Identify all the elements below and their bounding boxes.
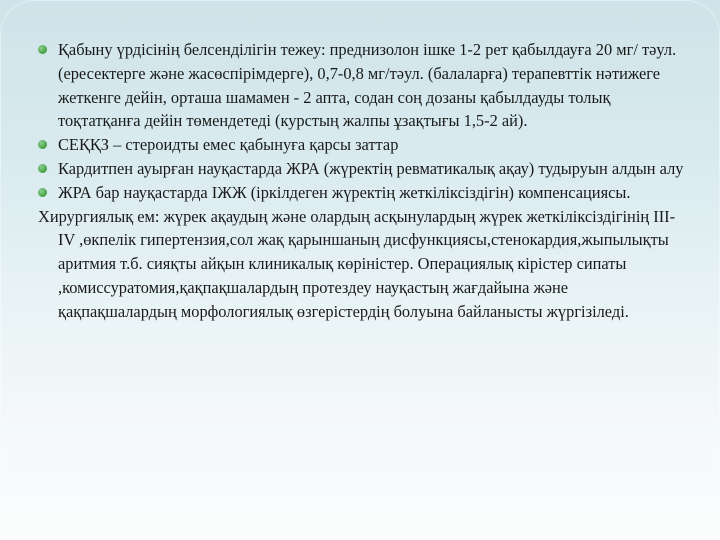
slide-content	[38, 38, 688, 324]
bullet-item-compensation	[38, 181, 688, 205]
bullet-item-prednisolone	[38, 38, 688, 133]
bullet-item-prevention	[38, 157, 688, 181]
green-bullet-icon	[38, 140, 47, 149]
green-bullet-icon	[38, 164, 47, 173]
surgical-treatment-paragraph	[38, 205, 688, 324]
bullet-text: ЖРА бар науқастарда ІЖЖ (іркілдеген жүректің жеткіліксіздігін) компенсациясы.	[58, 182, 631, 202]
green-bullet-icon	[38, 45, 47, 54]
bullet-text: Қабыну үрдісінің белсенділігін тежеу: преднизолон ішке 1-2 рет қабылдауға 20 мг/ тәул. (ересектерге және жасөспірімдерге), 0,7-0,8 мг/тәул. (балаларға) терапевттік нәтижеге жеткенге дейін, орташа шамамен - 2 апта, содан соң дозаны қабылдауды толық тоқтатқанға дейін төмендетеді (курстың жалпы ұзақтығы 1,5-2 ай).	[58, 40, 677, 131]
bullet-text: СЕҚҚЗ – стероидты емес қабынуға қарсы заттар	[58, 135, 399, 155]
paragraph-text: Хирургиялық ем: жүрек ақаудың және олардың асқынулардың жүрек жеткіліксіздігінің III-IV ,өкпелік гипертензия,сол жақ қарыншаның дисфункциясы,стенокардия,жыпылықты аритмия т.б. сияқты айқын клиникалық көріністер. Операциялық кірістер сипаты ,комиссуратомия,қақпақшалардың протездеу науқастың жағдайына және қақпақшалардың морфологиялық өзгерістердің болуына байланысты жүргізіледі.	[38, 206, 676, 321]
green-bullet-icon	[38, 188, 47, 197]
bullet-text: Кардитпен ауырған науқастарда ЖРА (жүректің ревматикалық ақау) тудыруын алдын алу	[58, 158, 684, 178]
bullet-item-nsaid	[38, 133, 688, 157]
